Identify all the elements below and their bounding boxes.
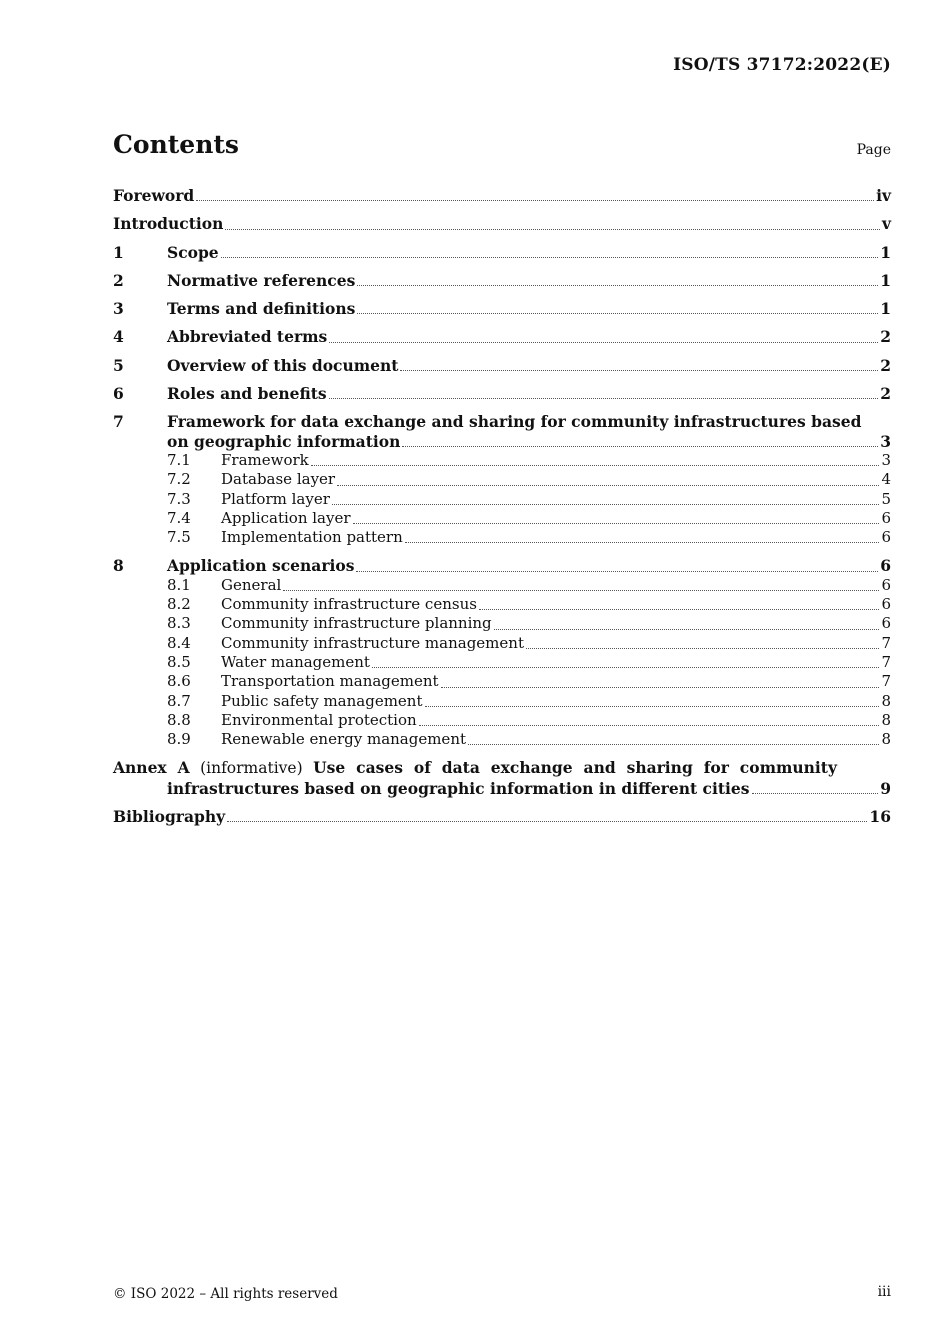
toc-entry-page: iv xyxy=(876,186,891,205)
toc-subentry[interactable] xyxy=(113,730,891,749)
dot-leader xyxy=(311,465,880,466)
toc-entry-page: 1 xyxy=(880,270,891,290)
dot-leader xyxy=(329,398,879,399)
toc-subentry[interactable] xyxy=(113,509,891,528)
toc-subentry-number: 8.3 xyxy=(167,614,191,633)
toc-entry-bibliography[interactable] xyxy=(113,807,891,826)
toc-subentry-number: 7.5 xyxy=(167,528,191,547)
toc-entry-page: 2 xyxy=(880,355,891,375)
dot-leader xyxy=(479,609,880,610)
toc-subentry-page: 8 xyxy=(881,730,891,749)
toc-subentry-title: Water management xyxy=(221,652,370,671)
toc-entry-page: 1 xyxy=(880,299,891,319)
dot-leader xyxy=(405,542,880,543)
dot-leader xyxy=(372,667,880,668)
dot-leader xyxy=(356,571,878,572)
toc-entry-introduction[interactable] xyxy=(113,214,891,233)
toc-subentry[interactable] xyxy=(113,614,891,633)
toc-section-framework xyxy=(113,412,891,547)
toc-entry-page: 1 xyxy=(880,242,891,262)
footer-page-number: iii xyxy=(877,1284,891,1300)
toc-subentry-title: Public safety management xyxy=(221,691,423,710)
toc-entry-terms-definitions[interactable] xyxy=(113,299,891,318)
toc-subentry-title: Framework xyxy=(221,450,309,469)
dot-leader xyxy=(425,706,880,707)
dot-leader xyxy=(225,229,880,230)
toc-entry-overview[interactable] xyxy=(113,356,891,375)
toc-subentry-title: Implementation pattern xyxy=(221,528,403,547)
dot-leader xyxy=(221,257,879,258)
toc-subentry-title: Transportation management xyxy=(221,672,439,691)
toc-subentry-number: 7.2 xyxy=(167,470,191,489)
toc-subentry-page: 6 xyxy=(881,595,891,614)
toc-subentry[interactable] xyxy=(113,672,891,691)
toc-entry-normative-references[interactable] xyxy=(113,271,891,290)
toc-subentry-page: 7 xyxy=(881,672,891,691)
dot-leader xyxy=(419,725,880,726)
toc-subentry[interactable] xyxy=(113,634,891,653)
toc-entry-framework[interactable] xyxy=(113,412,891,431)
dot-leader xyxy=(357,313,878,314)
toc-subentry-title: Application layer xyxy=(221,508,351,527)
toc-subentry-number: 8.9 xyxy=(167,730,191,749)
toc-subentry-page: 6 xyxy=(881,528,891,547)
toc-entry-title: Application scenarios xyxy=(167,556,355,576)
toc-entry-scope[interactable] xyxy=(113,243,891,262)
annex-type: (informative) xyxy=(200,759,303,778)
toc-subentry-number: 8.4 xyxy=(167,633,191,652)
toc-subentry-title: Community infrastructure census xyxy=(221,595,477,614)
dot-leader xyxy=(441,687,880,688)
toc-subentry-number: 7.3 xyxy=(167,489,191,508)
annex-title-line2: infrastructures based on geographic information in different cities xyxy=(167,778,750,798)
toc-entry-foreword[interactable] xyxy=(113,186,891,205)
toc-entry-number: 8 xyxy=(113,556,124,576)
toc-entry-number: 1 xyxy=(113,242,124,262)
toc-entry-number: 2 xyxy=(113,270,124,290)
table-of-contents xyxy=(113,184,891,826)
toc-subentry[interactable] xyxy=(113,528,891,547)
toc-subentry-page: 6 xyxy=(881,575,891,594)
toc-subentry-page: 7 xyxy=(881,652,891,671)
toc-subentry-title: General xyxy=(221,575,282,594)
toc-subentry-number: 8.8 xyxy=(167,710,191,729)
annex-title-line1: Use cases of data exchange and sharing for community xyxy=(313,758,837,778)
toc-entry-application-scenarios[interactable] xyxy=(113,556,891,575)
toc-subentry-number: 7.1 xyxy=(167,450,191,469)
toc-subentry-page: 6 xyxy=(881,508,891,527)
toc-entry-roles-benefits[interactable] xyxy=(113,384,891,403)
dot-leader xyxy=(494,629,880,630)
toc-entry-page: 2 xyxy=(880,384,891,404)
toc-subentry[interactable] xyxy=(113,451,891,470)
toc-entry-title-line2: on geographic information xyxy=(167,431,401,451)
toc-subentry-page: 8 xyxy=(881,691,891,710)
toc-subentry-number: 7.4 xyxy=(167,508,191,527)
toc-subentry-page: 8 xyxy=(881,710,891,729)
toc-entry-number: 4 xyxy=(113,327,124,347)
page-column-label: Page xyxy=(856,142,891,158)
dot-leader xyxy=(357,285,878,286)
annex-heading-line1 xyxy=(113,758,837,778)
toc-entry-page: v xyxy=(881,214,891,234)
toc-entry-number: 6 xyxy=(113,384,124,404)
toc-subentry-page: 7 xyxy=(881,633,891,652)
dot-leader xyxy=(400,370,878,371)
toc-subentry-title: Community infrastructure management xyxy=(221,633,524,652)
contents-heading: Contents xyxy=(113,130,240,159)
dot-leader xyxy=(752,793,879,794)
document-id: ISO/TS 37172:2022(E) xyxy=(673,55,891,75)
toc-entry-page: 16 xyxy=(869,807,891,827)
toc-entry-number: 7 xyxy=(113,412,124,432)
toc-subentry[interactable] xyxy=(113,490,891,509)
toc-entry-title: Abbreviated terms xyxy=(167,327,328,347)
dot-leader xyxy=(196,200,874,201)
toc-subentry[interactable] xyxy=(113,576,891,595)
toc-subentry[interactable] xyxy=(113,653,891,672)
toc-subentry-title: Renewable energy management xyxy=(221,730,467,749)
dot-leader xyxy=(337,485,879,486)
toc-entry-title: Scope xyxy=(167,242,219,262)
toc-entry-framework-continued[interactable] xyxy=(113,432,891,451)
toc-entry-title: Introduction xyxy=(113,214,224,234)
dot-leader xyxy=(526,648,879,649)
toc-entry-title: Foreword xyxy=(113,186,195,205)
toc-entry-number: 3 xyxy=(113,299,124,319)
annex-label: Annex A xyxy=(113,758,190,778)
toc-subentry-title: Platform layer xyxy=(221,489,330,508)
toc-subentry-title: Environmental protection xyxy=(221,710,417,729)
toc-entry-title: Overview of this document xyxy=(167,355,399,375)
toc-entry-annex-a[interactable] xyxy=(113,758,891,798)
toc-entry-page: 2 xyxy=(880,327,891,347)
toc-entry-page: 6 xyxy=(880,556,891,576)
toc-entry-page: 3 xyxy=(880,431,891,451)
toc-subentry-title: Database layer xyxy=(221,470,336,489)
footer-copyright: © ISO 2022 – All rights reserved xyxy=(113,1286,338,1302)
toc-subentry[interactable] xyxy=(113,470,891,489)
dot-leader xyxy=(468,744,879,745)
toc-subentry-page: 5 xyxy=(881,489,891,508)
toc-entry-page: 9 xyxy=(880,778,891,798)
toc-subentry-number: 8.1 xyxy=(167,575,191,594)
toc-entry-title: Terms and definitions xyxy=(167,299,356,319)
toc-subentry-page: 6 xyxy=(881,614,891,633)
toc-entry-number: 5 xyxy=(113,355,124,375)
toc-entry-title: Normative references xyxy=(167,270,356,290)
toc-subentry-title: Community infrastructure planning xyxy=(221,614,492,633)
toc-subentry-number: 8.6 xyxy=(167,672,191,691)
toc-subentry-page: 3 xyxy=(881,450,891,469)
toc-subentry[interactable] xyxy=(113,711,891,730)
dot-leader xyxy=(332,504,880,505)
dot-leader xyxy=(227,821,867,822)
dot-leader xyxy=(329,342,878,343)
toc-subentry-number: 8.2 xyxy=(167,595,191,614)
dot-leader xyxy=(402,446,878,447)
toc-subentry-page: 4 xyxy=(881,470,891,489)
toc-subentry[interactable] xyxy=(113,692,891,711)
toc-entry-title: Roles and benefits xyxy=(167,384,327,404)
toc-entry-title: Bibliography xyxy=(113,807,226,827)
toc-entry-title-line1: Framework for data exchange and sharing for community infrastructures based xyxy=(167,412,862,432)
dot-leader xyxy=(353,523,880,524)
toc-entry-abbreviated-terms[interactable] xyxy=(113,327,891,346)
toc-subentry-number: 8.7 xyxy=(167,691,191,710)
toc-subentry[interactable] xyxy=(113,595,891,614)
toc-subentry-number: 8.5 xyxy=(167,652,191,671)
dot-leader xyxy=(283,590,879,591)
